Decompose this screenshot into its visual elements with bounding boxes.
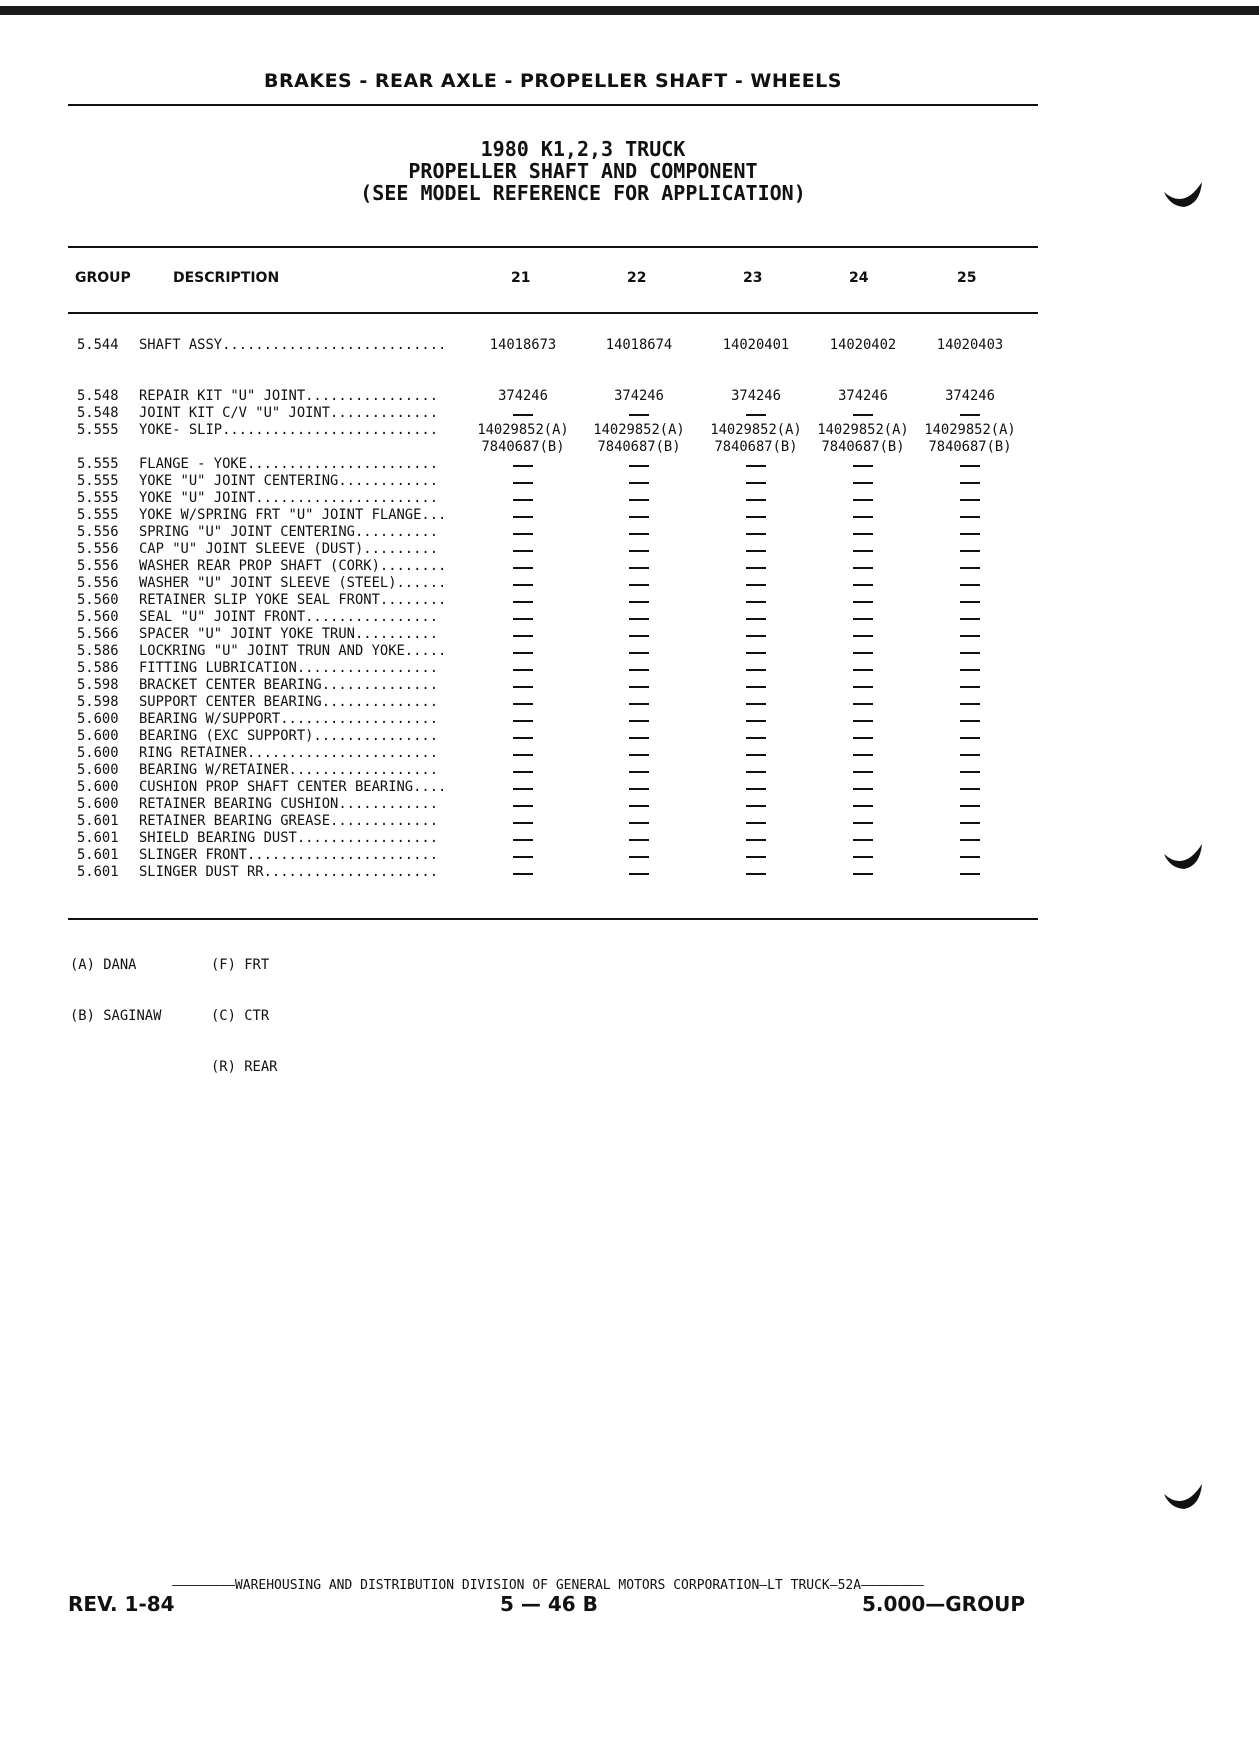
group-number: 5.556 [77, 541, 119, 557]
part-number-cell: 14020403 [936, 337, 1004, 353]
part-description: SLINGER FRONT....................... [139, 847, 439, 863]
group-number: 5.555 [77, 422, 119, 438]
part-number-cell: 14020402 [829, 337, 897, 353]
part-number-cell: 14029852(A) [593, 422, 685, 438]
not-applicable-dash [746, 686, 766, 688]
not-applicable-dash [746, 822, 766, 824]
table-row [0, 524, 1259, 541]
not-applicable-dash [853, 584, 873, 586]
not-applicable-dash [853, 550, 873, 552]
part-description: BEARING W/SUPPORT................... [139, 711, 439, 727]
table-row [0, 796, 1259, 813]
not-applicable-dash [960, 618, 980, 620]
not-applicable-dash [513, 516, 533, 518]
not-applicable-dash [853, 771, 873, 773]
group-number: 5.544 [77, 337, 119, 353]
not-applicable-dash [629, 414, 649, 416]
group-number: 5.560 [77, 592, 119, 608]
not-applicable-dash [960, 567, 980, 569]
not-applicable-dash [853, 856, 873, 858]
binder-hole-icon [1162, 180, 1204, 208]
not-applicable-dash [853, 873, 873, 875]
not-applicable-dash [960, 856, 980, 858]
not-applicable-dash [513, 873, 533, 875]
not-applicable-dash [746, 550, 766, 552]
not-applicable-dash [513, 822, 533, 824]
part-description: SLINGER DUST RR..................... [139, 864, 439, 880]
not-applicable-dash [513, 669, 533, 671]
table-row [0, 847, 1259, 864]
group-number: 5.600 [77, 728, 119, 744]
part-number-cell: 7840687(B) [597, 439, 681, 455]
not-applicable-dash [629, 482, 649, 484]
part-description: YOKE "U" JOINT CENTERING............ [139, 473, 439, 489]
not-applicable-dash [746, 618, 766, 620]
table-row [0, 592, 1259, 609]
not-applicable-dash [853, 805, 873, 807]
part-number-cell: 14018673 [489, 337, 557, 353]
not-applicable-dash [960, 652, 980, 654]
not-applicable-dash [853, 482, 873, 484]
footer-division-line: ————————WAREHOUSING AND DISTRIBUTION DIVISION OF GENERAL MOTORS CORPORATION—LT TRUCK—52A———————— [172, 1578, 924, 1593]
not-applicable-dash [746, 584, 766, 586]
not-applicable-dash [853, 686, 873, 688]
not-applicable-dash [629, 788, 649, 790]
not-applicable-dash [853, 601, 873, 603]
not-applicable-dash [629, 533, 649, 535]
not-applicable-dash [746, 856, 766, 858]
title-line-2: PROPELLER SHAFT AND COMPONENT [408, 159, 758, 183]
not-applicable-dash [853, 499, 873, 501]
not-applicable-dash [513, 788, 533, 790]
group-number: 5.598 [77, 694, 119, 710]
part-description: LOCKRING "U" JOINT TRUN AND YOKE..... [139, 643, 447, 659]
not-applicable-dash [746, 652, 766, 654]
legend-item: (R) REAR [211, 1059, 278, 1075]
part-description: RING RETAINER....................... [139, 745, 439, 761]
table-row [0, 830, 1259, 847]
not-applicable-dash [853, 669, 873, 671]
part-description: YOKE- SLIP.......................... [139, 422, 439, 438]
part-description: SPRING "U" JOINT CENTERING.......... [139, 524, 439, 540]
part-number-cell: 374246 [838, 388, 888, 404]
binder-hole-icon [1162, 842, 1204, 870]
not-applicable-dash [853, 737, 873, 739]
not-applicable-dash [629, 686, 649, 688]
not-applicable-dash [853, 516, 873, 518]
table-row [0, 337, 1259, 354]
part-description: SHAFT ASSY........................... [139, 337, 447, 353]
not-applicable-dash [853, 822, 873, 824]
table-row [0, 422, 1259, 439]
not-applicable-dash [513, 805, 533, 807]
header-rule [68, 104, 1038, 106]
not-applicable-dash [513, 618, 533, 620]
not-applicable-dash [629, 652, 649, 654]
not-applicable-dash [746, 533, 766, 535]
group-column-header: GROUP [75, 270, 131, 286]
not-applicable-dash [960, 771, 980, 773]
not-applicable-dash [960, 516, 980, 518]
not-applicable-dash [960, 703, 980, 705]
footer-page-number: 5 — 46 B [500, 1592, 598, 1616]
part-description: WASHER REAR PROP SHAFT (CORK)........ [139, 558, 447, 574]
table-row [0, 728, 1259, 745]
not-applicable-dash [629, 720, 649, 722]
not-applicable-dash [629, 873, 649, 875]
table-row [0, 541, 1259, 558]
group-number: 5.566 [77, 626, 119, 642]
legend-right [211, 923, 277, 1093]
not-applicable-dash [853, 465, 873, 467]
not-applicable-dash [629, 465, 649, 467]
group-number: 5.548 [77, 405, 119, 421]
group-number: 5.556 [77, 558, 119, 574]
column-header-25: 25 [957, 270, 977, 286]
part-number-cell: 14018674 [605, 337, 673, 353]
part-description: RETAINER BEARING CUSHION............ [139, 796, 439, 812]
not-applicable-dash [853, 652, 873, 654]
not-applicable-dash [513, 652, 533, 654]
not-applicable-dash [960, 533, 980, 535]
not-applicable-dash [629, 618, 649, 620]
page-title [68, 138, 1098, 204]
not-applicable-dash [746, 788, 766, 790]
group-number: 5.555 [77, 507, 119, 523]
table-row [0, 660, 1259, 677]
part-description: SEAL "U" JOINT FRONT................ [139, 609, 439, 625]
group-number: 5.555 [77, 473, 119, 489]
part-number-cell: 7840687(B) [714, 439, 798, 455]
not-applicable-dash [629, 856, 649, 858]
not-applicable-dash [960, 635, 980, 637]
group-number: 5.600 [77, 745, 119, 761]
not-applicable-dash [746, 771, 766, 773]
not-applicable-dash [513, 771, 533, 773]
part-description: YOKE "U" JOINT...................... [139, 490, 439, 506]
not-applicable-dash [513, 533, 533, 535]
not-applicable-dash [629, 635, 649, 637]
legend-left [70, 923, 161, 1042]
not-applicable-dash [629, 771, 649, 773]
not-applicable-dash [513, 601, 533, 603]
not-applicable-dash [629, 499, 649, 501]
not-applicable-dash [960, 788, 980, 790]
group-number: 5.598 [77, 677, 119, 693]
table-row [0, 745, 1259, 762]
group-number: 5.600 [77, 762, 119, 778]
table-row [0, 405, 1259, 422]
not-applicable-dash [853, 788, 873, 790]
part-description: WASHER "U" JOINT SLEEVE (STEEL)...... [139, 575, 447, 591]
not-applicable-dash [513, 414, 533, 416]
column-header-24: 24 [849, 270, 869, 286]
not-applicable-dash [629, 754, 649, 756]
group-number: 5.600 [77, 796, 119, 812]
part-description: FITTING LUBRICATION................. [139, 660, 439, 676]
not-applicable-dash [960, 839, 980, 841]
part-number-cell: 374246 [731, 388, 781, 404]
table-row [0, 439, 1259, 456]
not-applicable-dash [960, 737, 980, 739]
not-applicable-dash [513, 499, 533, 501]
not-applicable-dash [960, 754, 980, 756]
not-applicable-dash [746, 516, 766, 518]
not-applicable-dash [960, 669, 980, 671]
column-header-21: 21 [511, 270, 531, 286]
not-applicable-dash [629, 584, 649, 586]
not-applicable-dash [746, 601, 766, 603]
not-applicable-dash [960, 482, 980, 484]
not-applicable-dash [853, 414, 873, 416]
group-number: 5.556 [77, 524, 119, 540]
group-number: 5.555 [77, 490, 119, 506]
legend-item: (B) SAGINAW [70, 1008, 162, 1024]
not-applicable-dash [960, 465, 980, 467]
group-number: 5.586 [77, 643, 119, 659]
not-applicable-dash [513, 567, 533, 569]
table-row [0, 558, 1259, 575]
not-applicable-dash [853, 754, 873, 756]
section-header: BRAKES - REAR AXLE - PROPELLER SHAFT - WHEELS [264, 70, 842, 92]
table-row [0, 609, 1259, 626]
not-applicable-dash [629, 839, 649, 841]
legend-item: (F) FRT [211, 957, 270, 973]
not-applicable-dash [960, 822, 980, 824]
not-applicable-dash [629, 567, 649, 569]
part-number-cell: 14020401 [722, 337, 790, 353]
not-applicable-dash [746, 499, 766, 501]
title-line-1: 1980 K1,2,3 TRUCK [480, 137, 686, 161]
not-applicable-dash [853, 618, 873, 620]
not-applicable-dash [629, 550, 649, 552]
not-applicable-dash [960, 720, 980, 722]
not-applicable-dash [513, 635, 533, 637]
group-number: 5.600 [77, 779, 119, 795]
table-row [0, 643, 1259, 660]
table-row [0, 711, 1259, 728]
not-applicable-dash [746, 669, 766, 671]
not-applicable-dash [746, 720, 766, 722]
not-applicable-dash [513, 754, 533, 756]
not-applicable-dash [513, 686, 533, 688]
part-number-cell: 14029852(A) [710, 422, 802, 438]
group-number: 5.548 [77, 388, 119, 404]
part-description: CUSHION PROP SHAFT CENTER BEARING.... [139, 779, 447, 795]
part-number-cell: 14029852(A) [817, 422, 909, 438]
not-applicable-dash [746, 635, 766, 637]
group-number: 5.601 [77, 813, 119, 829]
not-applicable-dash [853, 635, 873, 637]
part-number-cell: 374246 [945, 388, 995, 404]
not-applicable-dash [960, 550, 980, 552]
part-description: JOINT KIT C/V "U" JOINT............. [139, 405, 439, 421]
part-number-cell: 14029852(A) [924, 422, 1016, 438]
not-applicable-dash [746, 414, 766, 416]
column-header-23: 23 [743, 270, 763, 286]
part-description: BEARING W/RETAINER.................. [139, 762, 439, 778]
part-number-cell: 7840687(B) [928, 439, 1012, 455]
not-applicable-dash [853, 533, 873, 535]
not-applicable-dash [746, 703, 766, 705]
legend-item: (A) DANA [70, 957, 137, 973]
not-applicable-dash [960, 805, 980, 807]
not-applicable-dash [853, 567, 873, 569]
part-description: REPAIR KIT "U" JOINT................ [139, 388, 439, 404]
group-number: 5.600 [77, 711, 119, 727]
not-applicable-dash [746, 465, 766, 467]
part-description: RETAINER SLIP YOKE SEAL FRONT........ [139, 592, 447, 608]
group-number: 5.556 [77, 575, 119, 591]
not-applicable-dash [746, 805, 766, 807]
table-row [0, 813, 1259, 830]
not-applicable-dash [960, 601, 980, 603]
group-number: 5.601 [77, 864, 119, 880]
part-description: SHIELD BEARING DUST................. [139, 830, 439, 846]
group-number: 5.586 [77, 660, 119, 676]
not-applicable-dash [960, 499, 980, 501]
not-applicable-dash [629, 601, 649, 603]
not-applicable-dash [960, 584, 980, 586]
not-applicable-dash [746, 482, 766, 484]
title-line-3: (SEE MODEL REFERENCE FOR APPLICATION) [360, 181, 806, 205]
table-row [0, 507, 1259, 524]
table-row [0, 626, 1259, 643]
not-applicable-dash [513, 737, 533, 739]
not-applicable-dash [853, 703, 873, 705]
part-description: RETAINER BEARING GREASE............. [139, 813, 439, 829]
group-number: 5.601 [77, 830, 119, 846]
not-applicable-dash [853, 720, 873, 722]
part-description: YOKE W/SPRING FRT "U" JOINT FLANGE... [139, 507, 447, 523]
legend-item: (C) CTR [211, 1008, 270, 1024]
description-column-header: DESCRIPTION [173, 270, 280, 286]
not-applicable-dash [960, 873, 980, 875]
part-description: SUPPORT CENTER BEARING.............. [139, 694, 439, 710]
part-description: FLANGE - YOKE....................... [139, 456, 439, 472]
footer-revision: REV. 1-84 [68, 1592, 175, 1616]
not-applicable-dash [746, 754, 766, 756]
table-top-rule [68, 246, 1038, 248]
part-number-cell: 374246 [498, 388, 548, 404]
not-applicable-dash [513, 482, 533, 484]
part-number-cell: 374246 [614, 388, 664, 404]
not-applicable-dash [513, 584, 533, 586]
table-row [0, 677, 1259, 694]
table-row [0, 575, 1259, 592]
table-row [0, 456, 1259, 473]
not-applicable-dash [746, 737, 766, 739]
table-row [0, 490, 1259, 507]
table-bottom-rule [68, 918, 1038, 920]
not-applicable-dash [853, 839, 873, 841]
table-row [0, 388, 1259, 405]
part-description: BRACKET CENTER BEARING.............. [139, 677, 439, 693]
not-applicable-dash [513, 550, 533, 552]
table-row [0, 473, 1259, 490]
not-applicable-dash [513, 856, 533, 858]
not-applicable-dash [746, 839, 766, 841]
not-applicable-dash [746, 873, 766, 875]
group-number: 5.555 [77, 456, 119, 472]
part-number-cell: 7840687(B) [821, 439, 905, 455]
table-header-rule [68, 312, 1038, 314]
table-row [0, 864, 1259, 881]
column-header-22: 22 [627, 270, 647, 286]
not-applicable-dash [513, 839, 533, 841]
not-applicable-dash [629, 516, 649, 518]
table-row [0, 694, 1259, 711]
footer-division: WAREHOUSING AND DISTRIBUTION DIVISION OF GENERAL MOTORS CORPORATION—LT TRUCK—52A [234, 1578, 862, 1593]
footer-group: 5.000—GROUP [862, 1592, 1025, 1616]
not-applicable-dash [513, 720, 533, 722]
group-number: 5.601 [77, 847, 119, 863]
not-applicable-dash [629, 737, 649, 739]
not-applicable-dash [513, 703, 533, 705]
not-applicable-dash [629, 669, 649, 671]
part-description: BEARING (EXC SUPPORT)............... [139, 728, 439, 744]
group-number: 5.560 [77, 609, 119, 625]
part-description: SPACER "U" JOINT YOKE TRUN.......... [139, 626, 439, 642]
not-applicable-dash [629, 805, 649, 807]
part-number-cell: 14029852(A) [477, 422, 569, 438]
not-applicable-dash [960, 686, 980, 688]
not-applicable-dash [746, 567, 766, 569]
top-edge-bar [0, 6, 1259, 15]
not-applicable-dash [513, 465, 533, 467]
table-row [0, 762, 1259, 779]
not-applicable-dash [629, 703, 649, 705]
part-description: CAP "U" JOINT SLEEVE (DUST)......... [139, 541, 439, 557]
part-number-cell: 7840687(B) [481, 439, 565, 455]
binder-hole-icon [1162, 1482, 1204, 1510]
table-row [0, 779, 1259, 796]
not-applicable-dash [629, 822, 649, 824]
not-applicable-dash [960, 414, 980, 416]
